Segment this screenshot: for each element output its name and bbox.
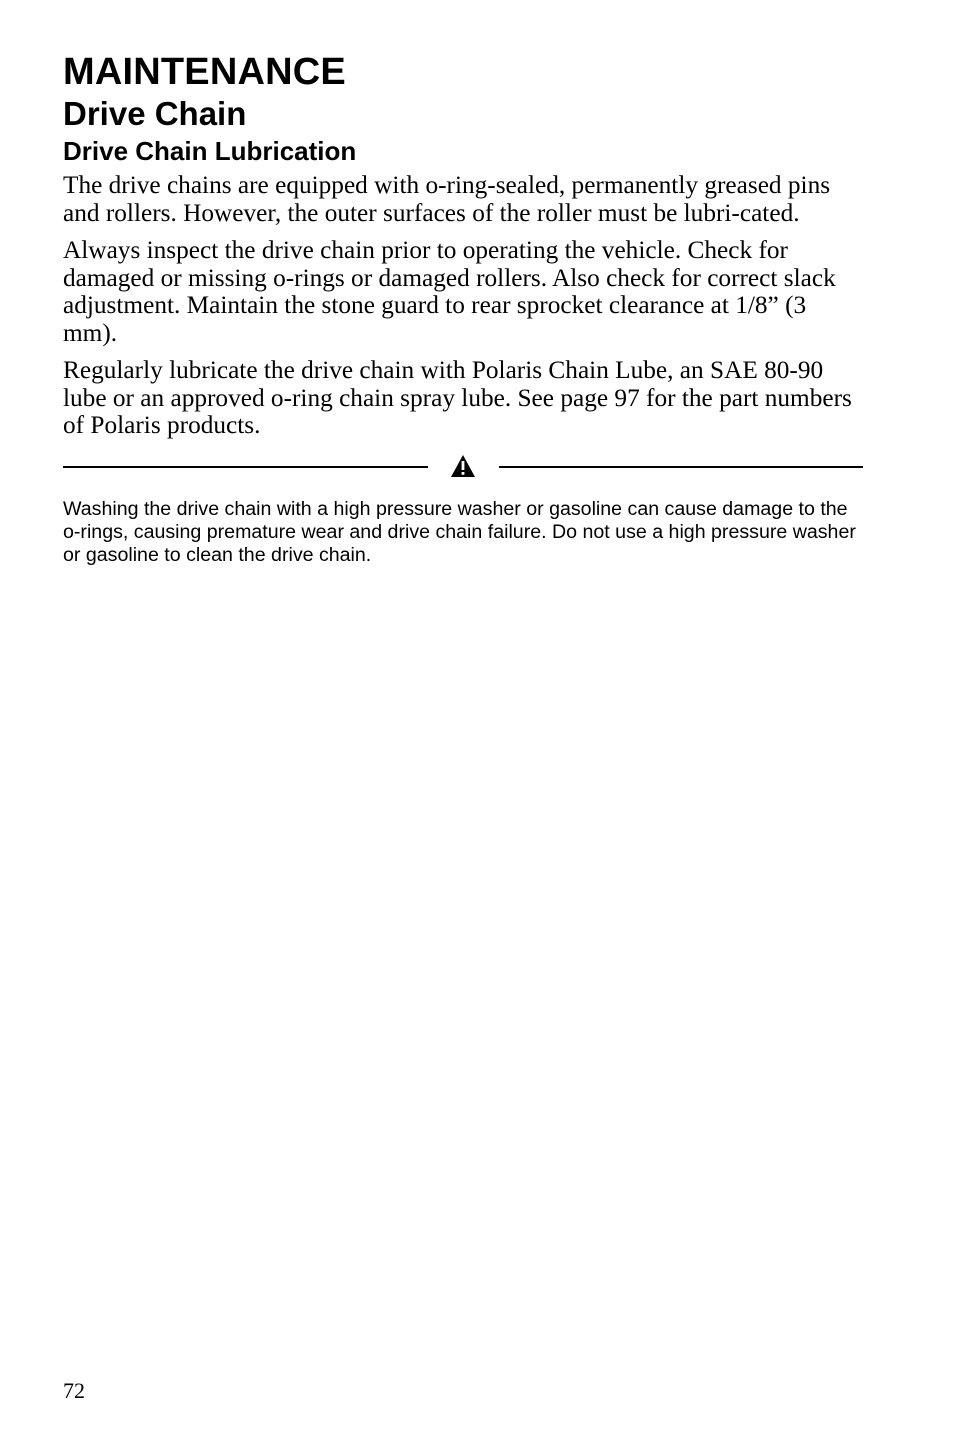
paragraph-chain-equipment: The drive chains are equipped with o-ring-sealed, permanently greased pins and rollers. However, the outer surfaces of the roller must be lubri-cated.: [63, 171, 831, 227]
subtopic-title: Drive Chain Lubrication: [63, 136, 357, 166]
paragraph-lubrication: Regularly lubricate the drive chain with Polaris Chain Lube, an SAE 80-90 lube or an approved o-ring chain spray lube. See page 97 for the part numbers of Polaris products.: [63, 356, 852, 439]
warning-triangle-icon: [450, 454, 476, 478]
section-title: MAINTENANCE: [63, 51, 346, 93]
divider-line-right: [499, 466, 863, 468]
page-content: [63, 50, 863, 567]
warning-message: Washing the drive chain with a high pressure washer or gasoline can cause damage to the o-rings, causing premature wear and drive chain failure. Do not use a high pressure washer or gasoline to clean the drive chain.: [63, 497, 856, 566]
page-number: 72: [63, 1378, 85, 1403]
divider-line-left: [63, 466, 428, 468]
warning-divider: [63, 454, 863, 480]
paragraph-inspection: Always inspect the drive chain prior to operating the vehicle. Check for damaged or missing o-rings or damaged rollers. Also check for correct slack adjustment. Maintain the stone guard to rear sprocket clearance at 1/8” (3 mm).: [63, 236, 836, 347]
topic-title: Drive Chain: [63, 95, 247, 132]
